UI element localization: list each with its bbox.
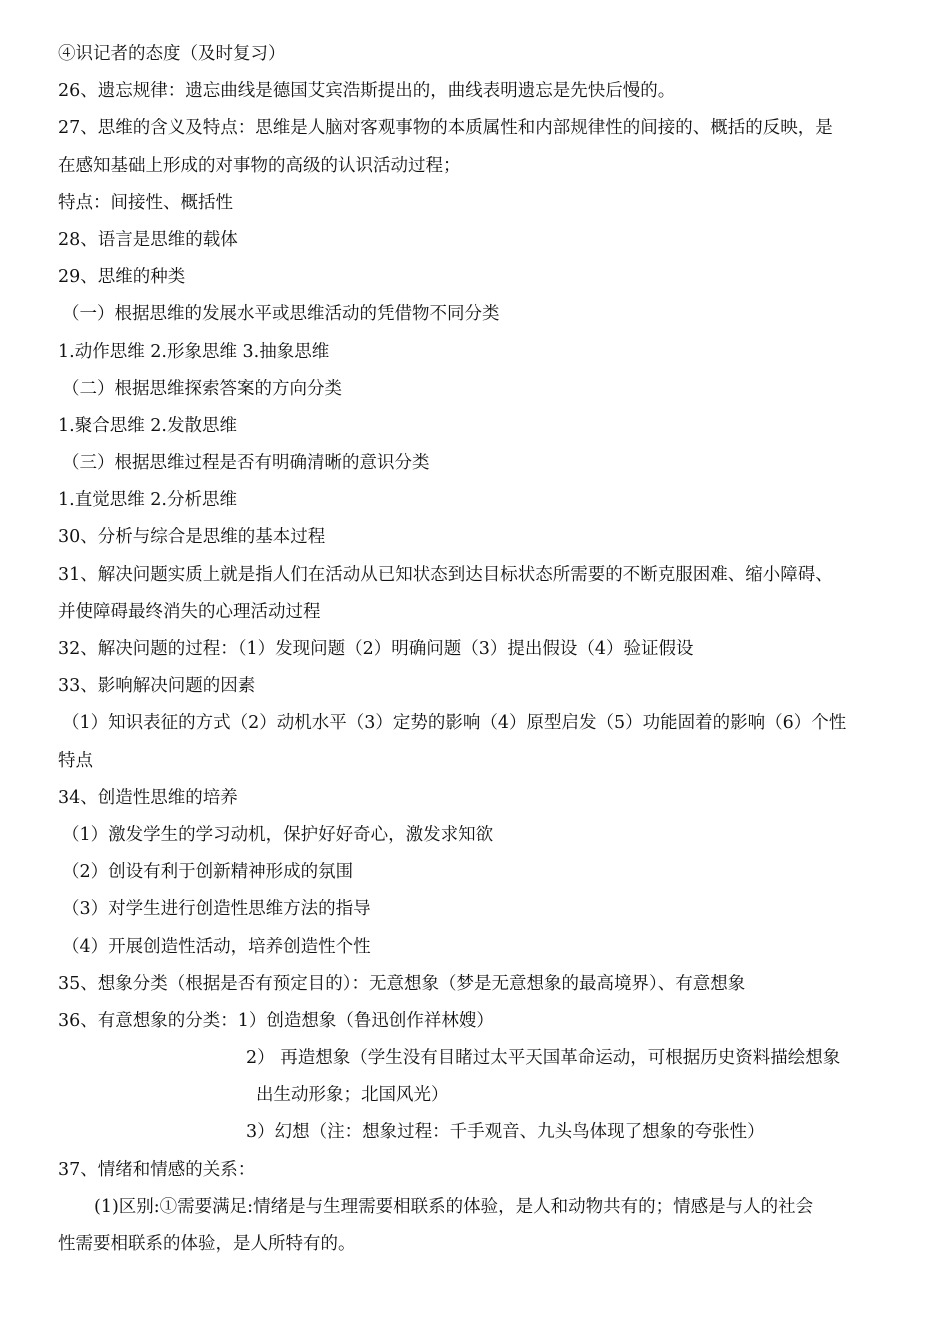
text-line-thinking-features: 特点：间接性、概括性 [58, 192, 233, 213]
text-line-34-creative-thinking: 34、创造性思维的培养 [58, 787, 238, 808]
text-line-31-problem-solving: 31、解决问题实质上就是指人们在活动从已知状态到达目标状态所需要的不断克服困难、缩小障碍、 [58, 564, 833, 585]
text-line-31-continued: 并使障碍最终消失的心理活动过程 [58, 601, 321, 622]
document-body [58, 36, 904, 1263]
text-line-28-language: 28、语言是思维的载体 [58, 229, 238, 250]
text-line-34-item-2: （2）创设有利于创新精神形成的氛围 [62, 862, 354, 883]
text-line-36-item-2-continued: 出生动形象；北国风光） [256, 1085, 449, 1106]
text-line-32-process: 32、解决问题的过程：（1）发现问题（2）明确问题（3）提出假设（4）验证假设 [58, 639, 694, 659]
text-line-29-category-1-items: 1.动作思维 2.形象思维 3.抽象思维 [58, 341, 330, 362]
text-line-memory-attitude: ④识记者的态度（及时复习） [58, 44, 286, 64]
text-line-33-continued: 特点 [58, 750, 93, 771]
text-line-34-item-4: （4）开展创造性活动，培养创造性个性 [62, 936, 371, 957]
text-line-36-item-2: 2） 再造想象（学生没有目睹过太平天国革命运动，可根据历史资料描绘想象 [246, 1048, 841, 1069]
text-line-36-intentional-imagination: 36、有意想象的分类：1）创造想象（鲁迅创作祥林嫂） [58, 1010, 494, 1031]
text-line-37-continued: 性需要相联系的体验，是人所特有的。 [58, 1234, 356, 1254]
text-line-29-category-2: （二）根据思维探索答案的方向分类 [62, 378, 342, 399]
text-line-37-difference: (1)区别:①需要满足:情绪是与生理需要相联系的体验，是人和动物共有的；情感是与人的社会 [94, 1196, 814, 1217]
text-line-29-thinking-types: 29、思维的种类 [58, 267, 186, 288]
text-line-37-emotion-relation: 37、情绪和情感的关系： [58, 1159, 256, 1180]
text-line-29-category-1: （一）根据思维的发展水平或思维活动的凭借物不同分类 [62, 304, 500, 325]
text-line-27-thinking-definition: 27、思维的含义及特点：思维是人脑对客观事物的本质属性和内部规律性的间接的、概括的反映，是 [58, 118, 833, 139]
text-line-30-analysis-synthesis: 30、分析与综合是思维的基本过程 [58, 527, 326, 548]
text-line-29-category-3-items: 1.直觉思维 2.分析思维 [58, 490, 237, 511]
text-line-29-category-3: （三）根据思维过程是否有明确清晰的意识分类 [62, 453, 430, 474]
text-line-33-factors: 33、影响解决问题的因素 [58, 676, 256, 697]
text-line-27-continued: 在感知基础上形成的对事物的高级的认识活动过程； [58, 155, 461, 176]
text-line-34-item-1: （1）激发学生的学习动机，保护好好奇心，激发求知欲 [62, 824, 494, 845]
text-line-26-forgetting-law: 26、遗忘规律：遗忘曲线是德国艾宾浩斯提出的，曲线表明遗忘是先快后慢的。 [58, 81, 676, 102]
text-line-33-factor-list: （1）知识表征的方式（2）动机水平（3）定势的影响（4）原型启发（5）功能固着的影响（6）个性 [62, 713, 847, 734]
text-line-29-category-2-items: 1.聚合思维 2.发散思维 [58, 415, 237, 436]
text-line-35-imagination-types: 35、想象分类（根据是否有预定目的）：无意想象（梦是无意想象的最高境界）、有意想象 [58, 973, 746, 994]
text-line-36-item-3: 3）幻想（注：想象过程：千手观音、九头鸟体现了想象的夸张性） [246, 1122, 765, 1143]
text-line-34-item-3: （3）对学生进行创造性思维方法的指导 [62, 899, 371, 920]
